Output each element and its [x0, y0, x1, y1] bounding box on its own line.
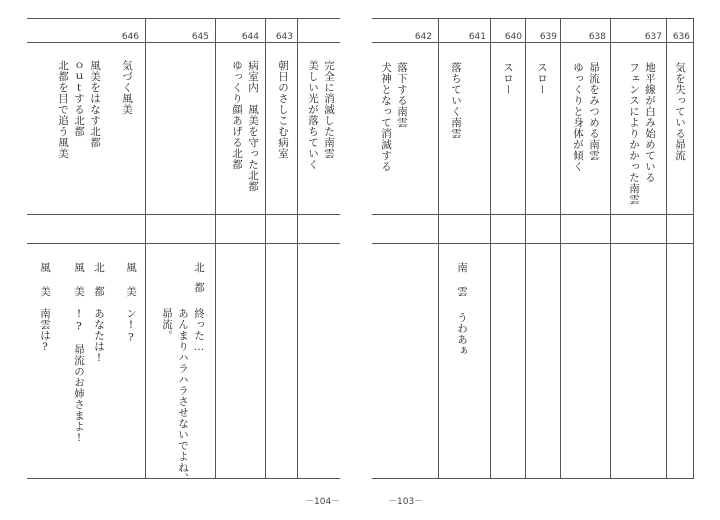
- column-divider: [560, 18, 561, 478]
- speaker-name: 美: [125, 286, 137, 297]
- action-text: ゆっくりと身体が傾く: [572, 62, 584, 172]
- cut-number-646: 646: [121, 32, 139, 42]
- action-bottom-rule: [372, 214, 694, 215]
- action-text: 北都を目で追う風美: [57, 60, 69, 159]
- speaker-name: 都: [93, 286, 105, 297]
- right-page: [372, 18, 694, 478]
- column-divider: [438, 18, 439, 478]
- action-text: 美しい光が落ちていく: [307, 60, 319, 170]
- dialogue-line: あなたは!: [93, 308, 105, 365]
- action-text: 犬神となって消滅する: [380, 62, 392, 172]
- header-rule: [27, 42, 340, 43]
- cut-number-643: 643: [275, 32, 293, 42]
- speaker-name: 美: [39, 286, 51, 297]
- speaker-name: 北: [193, 262, 205, 273]
- dialogue-top-rule: [27, 243, 340, 244]
- action-text: 地平線が白み始めている: [644, 62, 656, 183]
- speaker-name: 美: [73, 286, 85, 297]
- top-rule: [372, 18, 694, 19]
- action-text: 風美をはなす北都: [89, 60, 101, 148]
- header-rule: [372, 42, 694, 43]
- cut-number-636: 636: [672, 32, 690, 42]
- action-text: 落ちていく南雲: [450, 62, 462, 139]
- column-divider: [297, 18, 298, 478]
- column-divider: [666, 18, 667, 478]
- action-text: 気を失っている昴流: [674, 62, 686, 161]
- action-text: 病室内 風美を守った北都: [247, 60, 259, 192]
- column-divider: [525, 18, 526, 478]
- dialogue-line: うわあぁ: [456, 312, 468, 356]
- action-text: フェンスによりかかった南雲: [628, 62, 640, 205]
- dialogue-line: ン!?: [125, 308, 137, 344]
- cut-number-645: 645: [191, 32, 209, 42]
- page-number-right: －103－: [388, 497, 424, 507]
- column-divider: [490, 18, 491, 478]
- action-text: 朝日のさしこむ病室: [277, 60, 289, 159]
- dialogue-line: 昴流。: [161, 308, 173, 341]
- dialogue-line: 終った…: [193, 308, 205, 354]
- action-text: スロー: [502, 62, 514, 95]
- column-divider: [610, 18, 611, 478]
- action-text: 気づく風美: [121, 60, 133, 115]
- top-rule: [27, 18, 340, 19]
- column-divider: [145, 18, 146, 478]
- action-text: ゆっくり顔あげる北都: [231, 60, 243, 170]
- action-text: ｏｕｔする北都: [73, 60, 85, 137]
- speaker-name: 雲: [456, 286, 468, 297]
- cut-number-644: 644: [241, 32, 259, 42]
- speaker-name: 風: [39, 262, 51, 273]
- cut-number-639: 639: [539, 32, 557, 42]
- bottom-rule: [372, 478, 694, 479]
- cut-number-638: 638: [588, 32, 606, 42]
- action-text: 昴流をみつめる南雲: [588, 62, 600, 161]
- column-divider: [215, 18, 216, 478]
- speaker-name: 風: [125, 262, 137, 273]
- dialogue-line: !? 昴流のお姉さまよ!: [73, 308, 85, 445]
- speaker-name: 南: [456, 262, 468, 273]
- action-text: 落下する南雲: [396, 62, 408, 128]
- page-number-left: －104－: [305, 497, 341, 507]
- speaker-name: 風: [73, 262, 85, 273]
- dialogue-line: あんまりハラハラさせないでよね、: [177, 308, 189, 484]
- speaker-name: 都: [193, 282, 205, 293]
- action-bottom-rule: [27, 214, 340, 215]
- action-text: スロー: [536, 62, 548, 95]
- cut-number-640: 640: [504, 32, 522, 42]
- cut-number-642: 642: [414, 32, 432, 42]
- speaker-name: 北: [93, 262, 105, 273]
- action-text: 完全に消滅した南雲: [323, 60, 335, 159]
- right-edge-rule: [693, 18, 694, 478]
- column-divider: [265, 18, 266, 478]
- left-page: [27, 18, 340, 484]
- cut-number-641: 641: [468, 32, 486, 42]
- cut-number-637: 637: [644, 32, 662, 42]
- dialogue-line: 南雲は?: [39, 308, 51, 354]
- dialogue-top-rule: [372, 243, 694, 244]
